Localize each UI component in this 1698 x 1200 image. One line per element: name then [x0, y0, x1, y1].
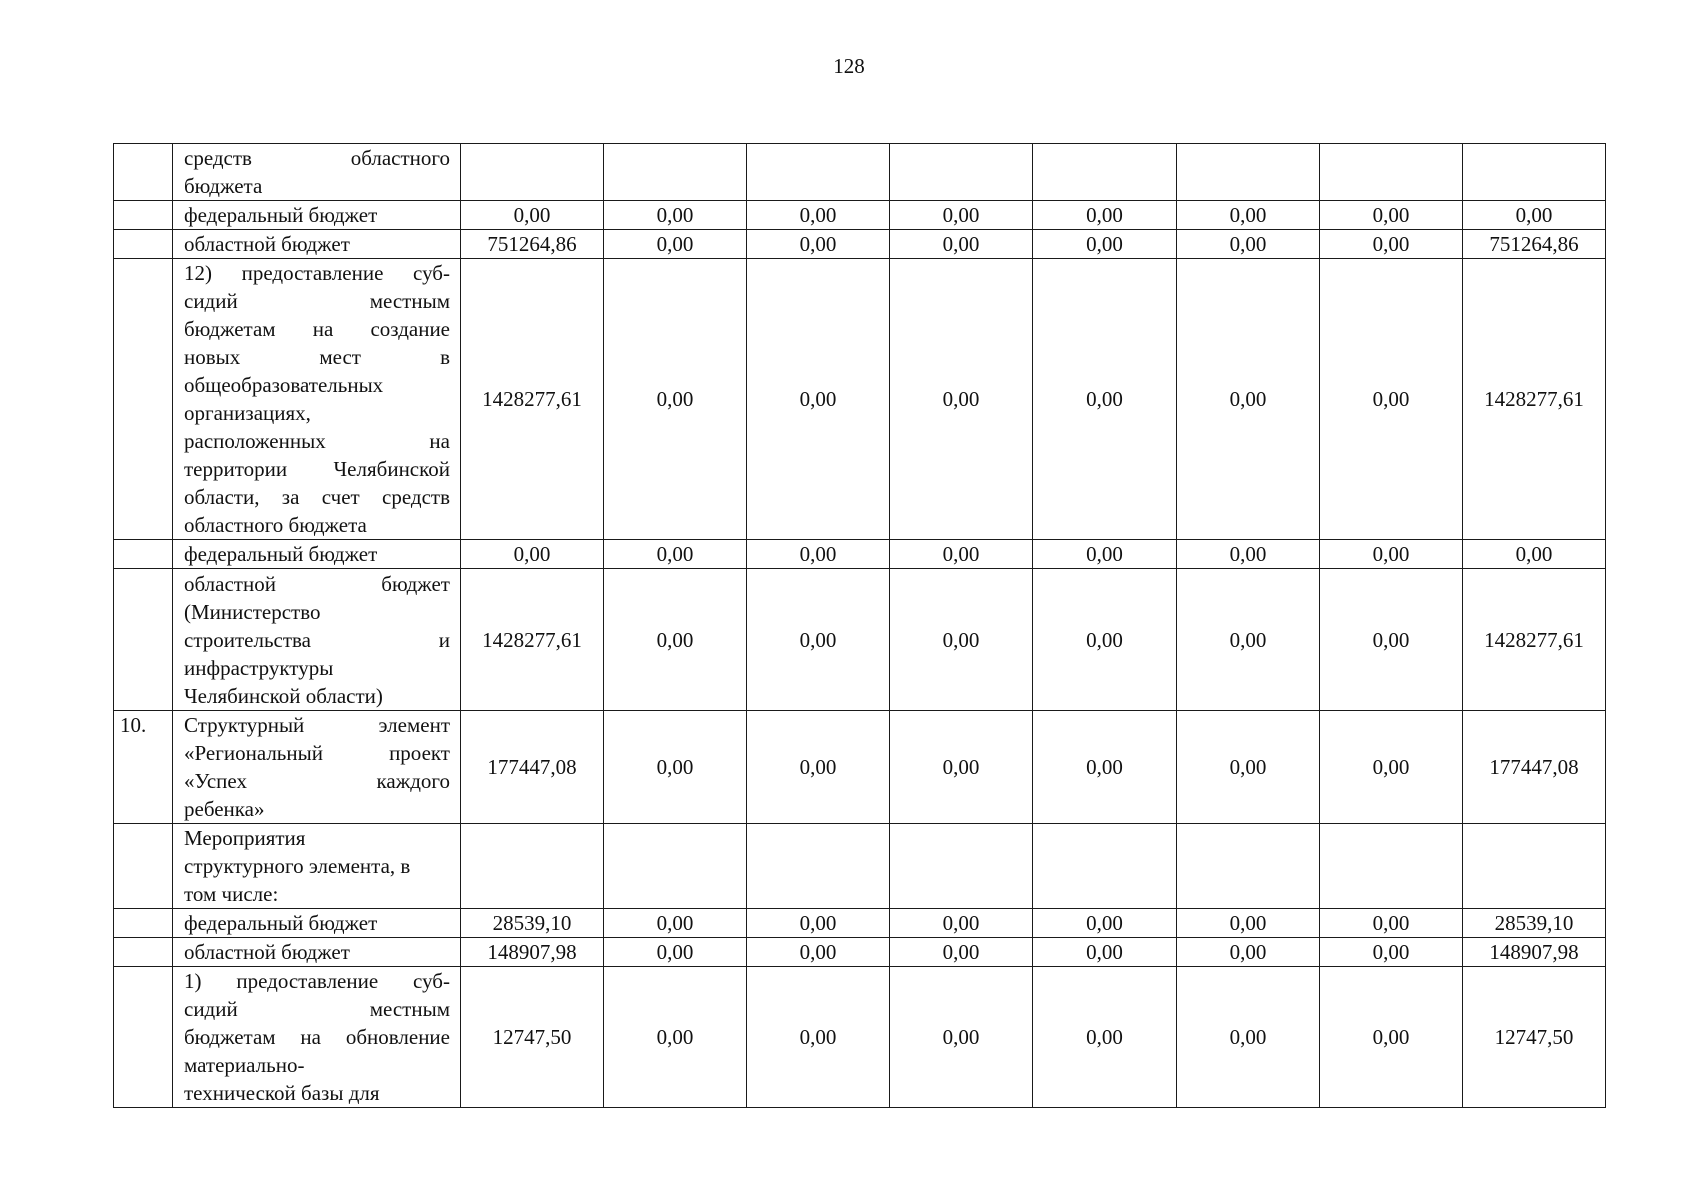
row-number-cell — [114, 230, 173, 259]
value-cell — [461, 144, 604, 201]
description-line: структурного элемента, в — [184, 854, 411, 878]
value-cell: 0,00 — [604, 711, 747, 824]
table-row — [114, 938, 1606, 967]
description-line: областного бюджета — [184, 513, 367, 537]
description-cell — [173, 230, 461, 259]
value-cell: 28539,10 — [461, 909, 604, 938]
description-line: строительства и — [184, 627, 450, 652]
table-row — [114, 711, 1606, 824]
value-cell: 0,00 — [1033, 230, 1177, 259]
value-cell — [1463, 824, 1606, 909]
table-row — [114, 144, 1606, 201]
value-cell: 0,00 — [890, 967, 1033, 1108]
value-cell: 0,00 — [1033, 909, 1177, 938]
value-cell: 0,00 — [1033, 540, 1177, 569]
value-cell: 0,00 — [890, 230, 1033, 259]
value-cell: 0,00 — [604, 909, 747, 938]
value-cell: 0,00 — [1320, 711, 1463, 824]
value-cell: 0,00 — [1033, 201, 1177, 230]
value-cell: 0,00 — [1033, 569, 1177, 711]
value-cell: 0,00 — [604, 967, 747, 1108]
value-cell — [747, 144, 890, 201]
description-cell — [173, 201, 461, 230]
row-number-cell — [114, 967, 173, 1108]
value-cell — [1320, 144, 1463, 201]
value-cell: 1428277,61 — [461, 569, 604, 711]
value-cell — [604, 824, 747, 909]
value-cell: 0,00 — [1177, 230, 1320, 259]
value-cell: 148907,98 — [1463, 938, 1606, 967]
value-cell: 0,00 — [1177, 909, 1320, 938]
description-line: Структурный элемент — [184, 713, 450, 737]
table-row — [114, 967, 1606, 1108]
description-line: сидий местным — [184, 997, 450, 1021]
table-row — [114, 259, 1606, 540]
table-row — [114, 824, 1606, 909]
table-row — [114, 230, 1606, 259]
description-cell — [173, 967, 461, 1108]
value-cell: 0,00 — [1320, 230, 1463, 259]
value-cell: 0,00 — [890, 711, 1033, 824]
table-row — [114, 569, 1606, 711]
value-cell: 0,00 — [747, 230, 890, 259]
value-cell: 0,00 — [604, 201, 747, 230]
value-cell: 0,00 — [604, 569, 747, 711]
value-cell: 0,00 — [1033, 711, 1177, 824]
value-cell: 0,00 — [890, 909, 1033, 938]
description-line: территории Челябинской — [184, 457, 450, 481]
value-cell: 177447,08 — [461, 711, 604, 824]
value-cell — [1177, 144, 1320, 201]
description-line: материально- — [184, 1053, 305, 1077]
description-line: области, за счет средств — [184, 485, 450, 509]
value-cell: 1428277,61 — [1463, 569, 1606, 711]
value-cell: 0,00 — [1033, 938, 1177, 967]
description-line: общеобразовательных — [184, 373, 384, 397]
value-cell: 177447,08 — [1463, 711, 1606, 824]
value-cell: 0,00 — [747, 711, 890, 824]
description-line: том числе: — [184, 882, 279, 906]
value-cell: 751264,86 — [1463, 230, 1606, 259]
description-line: бюджетам на создание — [184, 317, 450, 341]
value-cell: 0,00 — [1177, 938, 1320, 967]
value-cell: 0,00 — [747, 259, 890, 540]
value-cell — [1033, 144, 1177, 201]
description-line: (Министерство — [184, 599, 321, 624]
description-line: расположенных на — [184, 429, 450, 453]
value-cell: 0,00 — [1320, 967, 1463, 1108]
value-cell: 0,00 — [1320, 540, 1463, 569]
value-cell: 12747,50 — [461, 967, 604, 1108]
value-cell: 0,00 — [1177, 540, 1320, 569]
value-cell: 0,00 — [747, 938, 890, 967]
description-line: бюджета — [184, 174, 263, 198]
value-cell: 0,00 — [1177, 967, 1320, 1108]
description-cell — [173, 711, 461, 824]
description-line: технической базы для — [184, 1081, 380, 1105]
value-cell: 0,00 — [1320, 569, 1463, 711]
value-cell — [890, 824, 1033, 909]
row-number-cell: 10. — [114, 711, 173, 824]
value-cell: 0,00 — [1177, 711, 1320, 824]
value-cell: 0,00 — [1320, 259, 1463, 540]
value-cell — [747, 824, 890, 909]
description-cell — [173, 569, 461, 711]
value-cell: 0,00 — [890, 938, 1033, 967]
value-cell: 12747,50 — [1463, 967, 1606, 1108]
value-cell: 0,00 — [890, 540, 1033, 569]
description-cell — [173, 909, 461, 938]
row-number-cell — [114, 259, 173, 540]
description-line: 1) предоставление суб- — [184, 969, 450, 993]
description-cell — [173, 824, 461, 909]
description-line: федеральный бюджет — [184, 203, 378, 227]
row-number-cell — [114, 144, 173, 201]
value-cell — [1033, 824, 1177, 909]
description-line: областной бюджет — [184, 940, 350, 964]
budget-table-body — [114, 144, 1606, 1108]
description-line: ребенка» — [184, 797, 265, 821]
description-line: федеральный бюджет — [184, 542, 378, 566]
description-line: областной бюджет — [184, 571, 450, 596]
row-number-cell — [114, 824, 173, 909]
description-line: «Региональный проект — [184, 741, 450, 765]
description-cell — [173, 259, 461, 540]
value-cell: 28539,10 — [1463, 909, 1606, 938]
row-number-cell — [114, 909, 173, 938]
row-number-cell — [114, 938, 173, 967]
value-cell: 0,00 — [747, 540, 890, 569]
value-cell — [890, 144, 1033, 201]
value-cell: 0,00 — [1177, 201, 1320, 230]
value-cell — [1320, 824, 1463, 909]
row-number-cell — [114, 540, 173, 569]
value-cell: 1428277,61 — [461, 259, 604, 540]
row-number-cell — [114, 201, 173, 230]
value-cell: 0,00 — [604, 938, 747, 967]
value-cell: 1428277,61 — [1463, 259, 1606, 540]
description-line: организациях, — [184, 401, 311, 425]
value-cell: 0,00 — [461, 201, 604, 230]
value-cell: 0,00 — [747, 569, 890, 711]
description-line: инфраструктуры — [184, 655, 334, 680]
description-line: бюджетам на обновление — [184, 1025, 450, 1049]
table-row — [114, 201, 1606, 230]
value-cell: 0,00 — [747, 967, 890, 1108]
description-line: федеральный бюджет — [184, 911, 378, 935]
value-cell: 0,00 — [747, 201, 890, 230]
value-cell — [604, 144, 747, 201]
value-cell: 0,00 — [1033, 259, 1177, 540]
value-cell: 0,00 — [1320, 938, 1463, 967]
value-cell: 751264,86 — [461, 230, 604, 259]
value-cell — [461, 824, 604, 909]
description-line: областной бюджет — [184, 232, 350, 256]
description-line: «Успех каждого — [184, 769, 450, 793]
table-row — [114, 909, 1606, 938]
description-line: Мероприятия — [184, 826, 306, 850]
value-cell: 0,00 — [890, 201, 1033, 230]
page-number: 128 — [833, 54, 865, 78]
table-row — [114, 540, 1606, 569]
value-cell: 0,00 — [604, 540, 747, 569]
description-line: сидий местным — [184, 289, 450, 313]
row-number-cell — [114, 569, 173, 711]
value-cell: 0,00 — [890, 569, 1033, 711]
description-cell — [173, 144, 461, 201]
value-cell — [1463, 144, 1606, 201]
value-cell: 0,00 — [1177, 259, 1320, 540]
value-cell: 0,00 — [1320, 909, 1463, 938]
description-cell — [173, 938, 461, 967]
value-cell: 148907,98 — [461, 938, 604, 967]
value-cell: 0,00 — [1033, 967, 1177, 1108]
description-cell — [173, 540, 461, 569]
description-line: 12) предоставление суб- — [184, 261, 450, 285]
description-line: новых мест в — [184, 345, 450, 369]
value-cell: 0,00 — [1463, 540, 1606, 569]
value-cell: 0,00 — [604, 259, 747, 540]
budget-table — [113, 143, 1606, 1108]
value-cell: 0,00 — [890, 259, 1033, 540]
value-cell: 0,00 — [461, 540, 604, 569]
value-cell: 0,00 — [1463, 201, 1606, 230]
value-cell: 0,00 — [747, 909, 890, 938]
value-cell: 0,00 — [1320, 201, 1463, 230]
value-cell: 0,00 — [1177, 569, 1320, 711]
description-line: средств областного — [184, 146, 450, 170]
description-line: Челябинской области) — [184, 683, 383, 708]
value-cell: 0,00 — [604, 230, 747, 259]
value-cell — [1177, 824, 1320, 909]
